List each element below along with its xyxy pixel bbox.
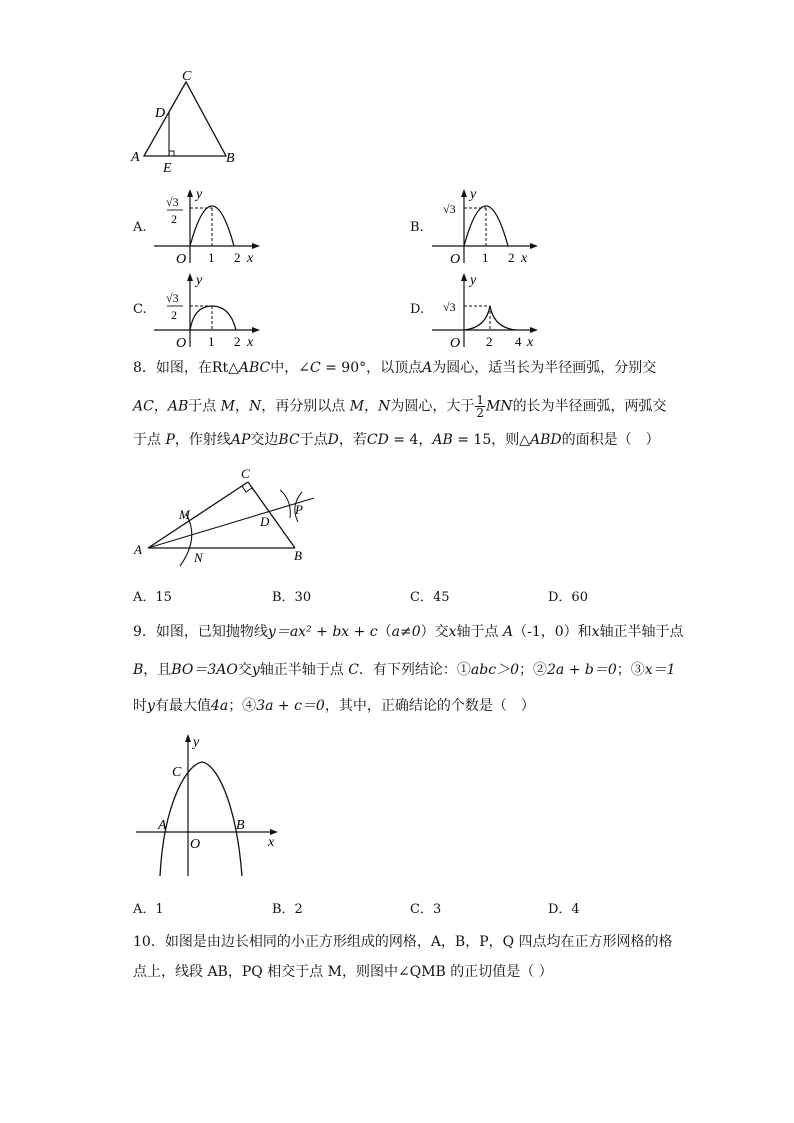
tick-2: 2 <box>234 250 241 265</box>
sqrt3-label: √3 <box>166 195 179 209</box>
tick-1: 1 <box>208 334 215 349</box>
q7-option-b-letter[interactable]: B. <box>410 220 424 235</box>
q7-option-d-graph[interactable] <box>428 270 543 350</box>
q7-option-b-graph[interactable] <box>428 186 543 266</box>
q9-option-c[interactable]: C．3 <box>410 902 442 917</box>
tick-2: 2 <box>234 334 241 349</box>
sqrt3-label: √3 <box>166 291 179 305</box>
label-D: D <box>155 106 166 121</box>
y-axis-label: y <box>470 273 477 288</box>
label-O: O <box>190 837 201 852</box>
denominator-label: 2 <box>171 212 177 226</box>
x-axis-label: x <box>247 251 254 266</box>
half-fraction: $\frac{1}{2}$ <box>476 393 484 420</box>
label-B: B <box>236 818 245 833</box>
q8-line-1: 8．如图，在Rt△ABC中，∠C = 90°，以顶点A为圆心，适当长为半径画弧，分别交 <box>133 360 657 376</box>
tick-2: 2 <box>508 250 515 265</box>
q9-line-3: 时y有最大值4a；④3a + c＝0，其中，正确结论的个数是（ ） <box>133 698 535 714</box>
sqrt3-label: √3 <box>443 300 456 314</box>
q7-option-c-graph[interactable] <box>150 270 265 350</box>
tick-2: 2 <box>486 334 493 349</box>
q9-parabola-figure <box>130 730 290 880</box>
denominator-label: 2 <box>171 308 177 322</box>
label-A: A <box>131 150 140 165</box>
label-E: E <box>163 161 172 174</box>
origin-label: O <box>450 336 461 350</box>
label-B: B <box>294 548 302 563</box>
triangle-figure <box>128 66 248 174</box>
q10-line-2: 点上，线段 AB，PQ 相交于点 M，则图中∠QMB 的正切值是（ ） <box>133 964 553 980</box>
y-axis-label: y <box>470 187 477 202</box>
q10-line-1: 10．如图是由边长相同的小正方形组成的网格，A，B，P，Q 四点均在正方形网格的格 <box>133 934 673 950</box>
tick-1: 1 <box>482 250 489 265</box>
label-A: A <box>158 818 167 833</box>
label-B: B <box>226 151 235 166</box>
y-axis-label: y <box>196 187 203 202</box>
label-x: x <box>268 835 275 850</box>
x-axis-label: x <box>527 335 534 350</box>
sqrt3-label: √3 <box>443 202 456 216</box>
q8-line-2: AC，AB于点 M，N，再分别以点 M，N为圆心，大于 $\frac{1}{2}$ MN的长为半径画弧，两弧交 <box>133 393 667 420</box>
label-y: y <box>193 735 200 750</box>
tick-4: 4 <box>515 334 522 349</box>
origin-label: O <box>450 252 461 266</box>
q8-option-a[interactable]: A．15 <box>133 590 172 605</box>
origin-label: O <box>176 252 187 266</box>
label-N: N <box>194 550 203 565</box>
q9-option-d[interactable]: D．4 <box>548 902 580 917</box>
label-A: A <box>134 542 142 557</box>
q8-line-3: 于点 P，作射线AP交边BC于点D，若CD = 4，AB = 15，则△ABD的面积是（ ） <box>133 432 660 448</box>
label-C: C <box>241 466 250 481</box>
x-axis-label: x <box>247 335 254 350</box>
y-axis-label: y <box>196 273 203 288</box>
origin-label: O <box>176 336 187 350</box>
q9-option-a[interactable]: A．1 <box>133 902 164 917</box>
label-C: C <box>182 69 192 84</box>
q7-option-a-letter[interactable]: A. <box>133 220 147 235</box>
tick-1: 1 <box>208 250 215 265</box>
label-C: C <box>172 765 182 780</box>
q7-option-c-letter[interactable]: C. <box>133 302 147 317</box>
q8-figure <box>130 462 330 570</box>
q8-option-b[interactable]: B．30 <box>272 590 312 605</box>
q9-option-b[interactable]: B．2 <box>272 902 303 917</box>
q7-option-d-letter[interactable]: D. <box>410 302 425 317</box>
q9-line-2: B，且BO＝3AO交y轴正半轴于点 C．有下列结论：①abc＞0；②2a + b＝0；③x＝1 <box>133 662 676 678</box>
q7-option-a-graph[interactable] <box>150 186 265 266</box>
x-axis-label: x <box>521 251 528 266</box>
label-D: D <box>260 514 270 529</box>
label-P: P <box>295 502 303 517</box>
q8-option-d[interactable]: D．60 <box>548 590 588 605</box>
q8-option-c[interactable]: C．45 <box>410 590 450 605</box>
q9-line-1: 9．如图，已知抛物线y＝ax² + bx + c（a≠0）交x轴于点 A（-1，0）和x轴正半轴于点 <box>133 624 684 640</box>
label-M: M <box>179 507 190 522</box>
